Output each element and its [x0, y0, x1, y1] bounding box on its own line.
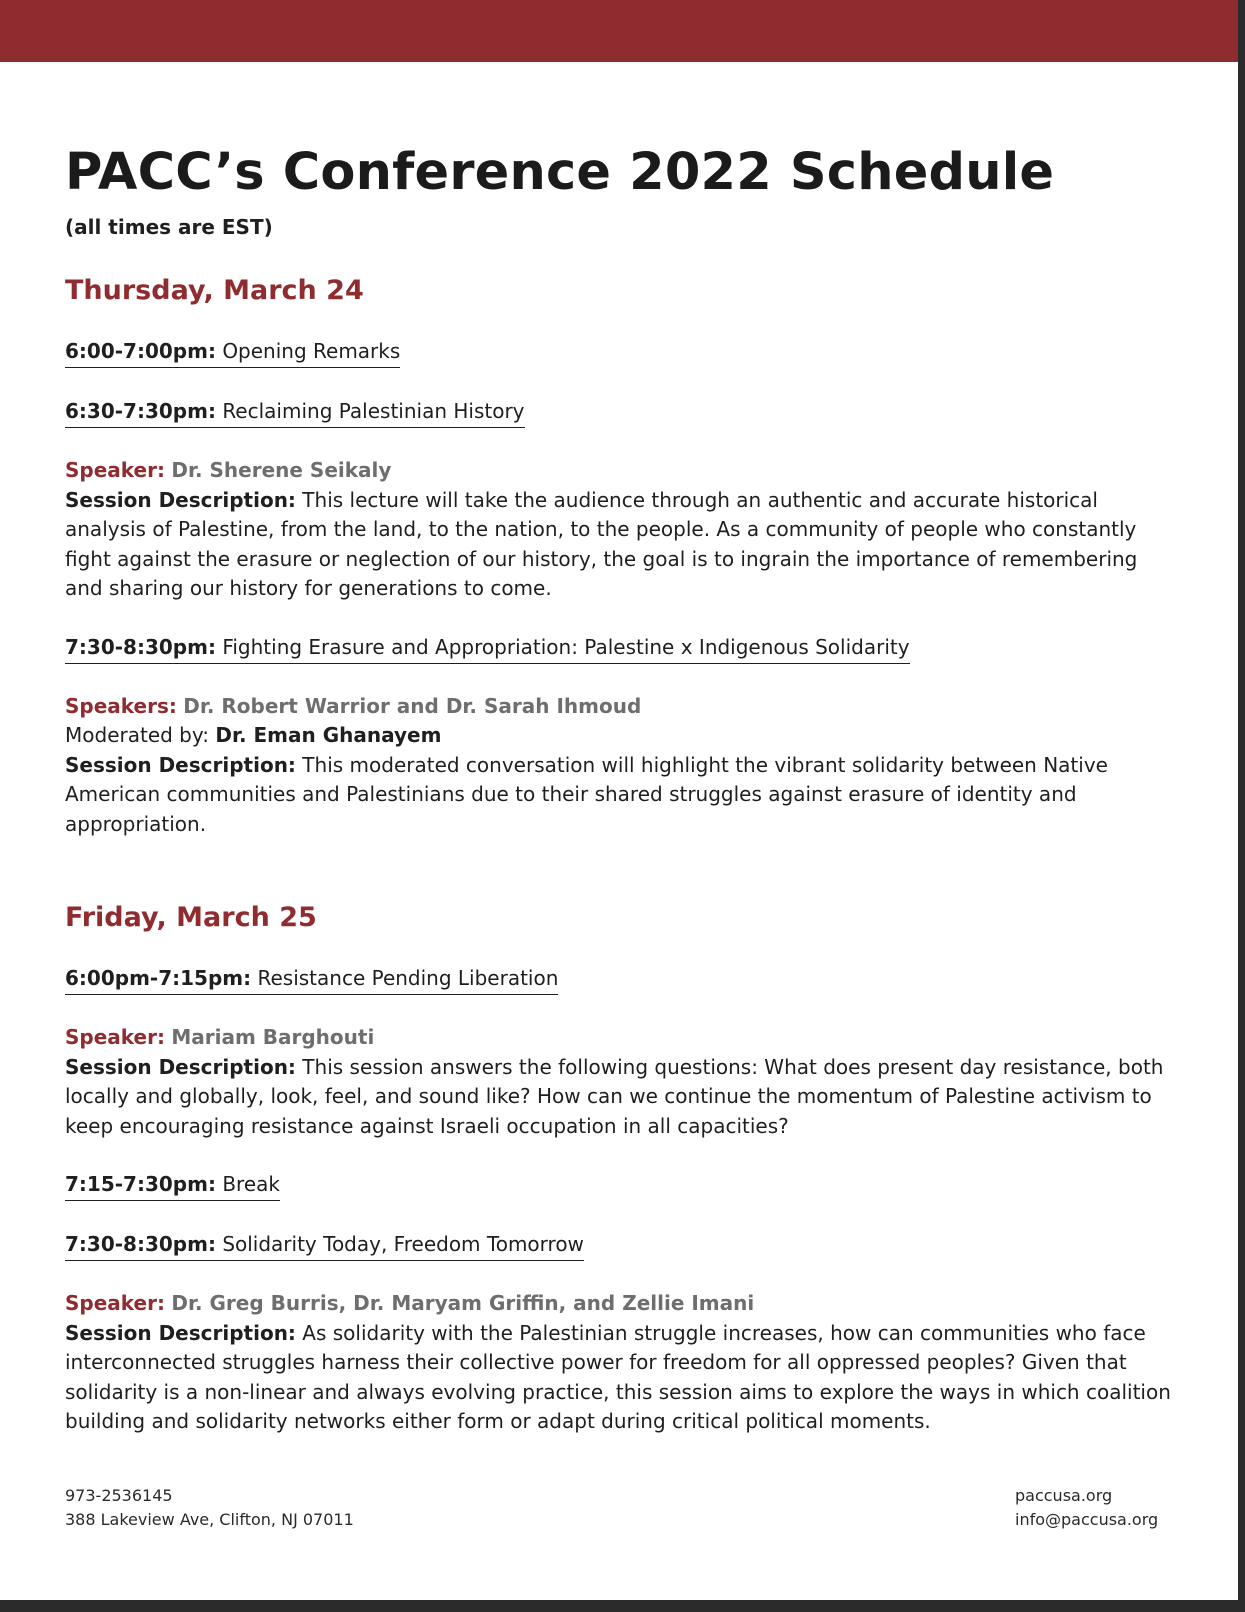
speaker-line	[65, 1289, 1175, 1319]
speaker-names: Dr. Sherene Seikaly	[171, 458, 392, 482]
session-title: Fighting Erasure and Appropriation: Palestine x Indigenous Solidarity	[222, 634, 910, 659]
session-details	[65, 456, 1175, 604]
description-text: This lecture will take the audience through an authentic and accurate historical analysis of Palestine, from the land, to the nation, to the people. As a community of people who constantly fight against the erasure or neglection of our history, the goal is to ingrain the importance of remembering and sharing our history for generations to come.	[65, 487, 1138, 600]
footer-email: info@paccusa.org	[1015, 1510, 1159, 1529]
footer-web	[1015, 1484, 1158, 1532]
speaker-label: Speaker:	[65, 1291, 165, 1315]
session-title: Reclaiming Palestinian History	[222, 399, 525, 423]
session-details	[65, 692, 1175, 840]
description	[65, 1053, 1175, 1142]
session-break	[65, 1141, 1175, 1201]
speaker-label: Speaker:	[65, 458, 165, 482]
session-time: 6:00pm-7:15pm:	[65, 966, 252, 990]
day-heading-thursday: Thursday, March 24	[65, 275, 364, 306]
session-time: 7:30-8:30pm:	[65, 1232, 216, 1256]
session-heading	[65, 1231, 584, 1261]
session-heading	[65, 338, 400, 368]
session-fighting-erasure	[65, 604, 1175, 840]
speaker-names: Dr. Robert Warrior and Dr. Sarah Ihmoud	[183, 693, 642, 718]
description-text: This moderated conversation will highlight the vibrant solidarity between Native American communities and Palestinians due to their shared struggles against erasure of identity and appropriation.	[65, 752, 1108, 836]
footer-contact	[65, 1484, 354, 1532]
session-time: 6:30-7:30pm:	[65, 399, 216, 423]
session-reclaiming-history	[65, 368, 1175, 604]
footer-website: paccusa.org	[1015, 1486, 1113, 1505]
session-details	[65, 1289, 1175, 1437]
speaker-label: Speaker:	[65, 1025, 165, 1049]
session-title: Opening Remarks	[222, 339, 401, 363]
session-time: 7:15-7:30pm:	[65, 1172, 216, 1196]
speaker-line	[65, 1023, 1175, 1053]
session-solidarity-today	[65, 1201, 1175, 1437]
moderator-line	[65, 721, 1175, 751]
timezone-note: (all times are EST)	[65, 215, 273, 239]
day-heading-friday: Friday, March 25	[65, 902, 317, 933]
speaker-names: Dr. Greg Burris, Dr. Maryam Griffin, and Zellie Imani	[171, 1291, 755, 1315]
session-heading	[65, 634, 910, 664]
description-label: Session Description:	[65, 752, 296, 777]
page-edge-right	[1238, 0, 1245, 1612]
session-opening-remarks	[65, 308, 1175, 368]
speaker-line	[65, 456, 1175, 486]
session-title: Break	[222, 1172, 280, 1196]
session-title: Solidarity Today, Freedom Tomorrow	[222, 1232, 584, 1256]
schedule-content	[65, 140, 1175, 1437]
moderator-name: Dr. Eman Ghanayem	[215, 723, 442, 747]
description	[65, 751, 1175, 840]
description-text: As solidarity with the Palestinian struggle increases, how can communities who face interconnected struggles harness their collective power for freedom for all oppressed peoples? Given that solidarity is a non-linear and always evolving practice, this session aims to explore the ways in which coalition building and solidarity networks either form or adapt during critical political moments.	[65, 1320, 1171, 1433]
description-label: Session Description:	[65, 1054, 296, 1079]
session-time: 6:00-7:00pm:	[65, 339, 216, 363]
session-heading	[65, 965, 558, 995]
speaker-line	[65, 692, 1175, 722]
session-details	[65, 1023, 1175, 1141]
session-title: Resistance Pending Liberation	[257, 966, 559, 990]
description-label: Session Description:	[65, 487, 296, 512]
session-resistance	[65, 935, 1175, 1141]
description	[65, 486, 1175, 604]
description-text: This session answers the following questions: What does present day resistance, both locally and globally, look, feel, and sound like? How can we continue the momentum of Palestine activism to keep encouraging resistance against Israeli occupation in all capacities?	[65, 1054, 1164, 1138]
description-label: Session Description:	[65, 1320, 296, 1345]
session-time: 7:30-8:30pm:	[65, 634, 216, 659]
footer-phone: 973-2536145	[65, 1486, 173, 1505]
session-heading	[65, 1171, 280, 1201]
footer-address: 388 Lakeview Ave, Clifton, NJ 07011	[65, 1510, 354, 1529]
session-heading	[65, 398, 525, 428]
speaker-label: Speakers:	[65, 693, 177, 718]
page-edge-bottom	[0, 1600, 1245, 1612]
description	[65, 1319, 1175, 1437]
speaker-names: Mariam Barghouti	[171, 1025, 375, 1049]
page-title: PACC’s Conference 2022 Schedule	[65, 143, 1055, 202]
moderator-label: Moderated by:	[65, 723, 209, 747]
header-banner	[0, 0, 1238, 62]
